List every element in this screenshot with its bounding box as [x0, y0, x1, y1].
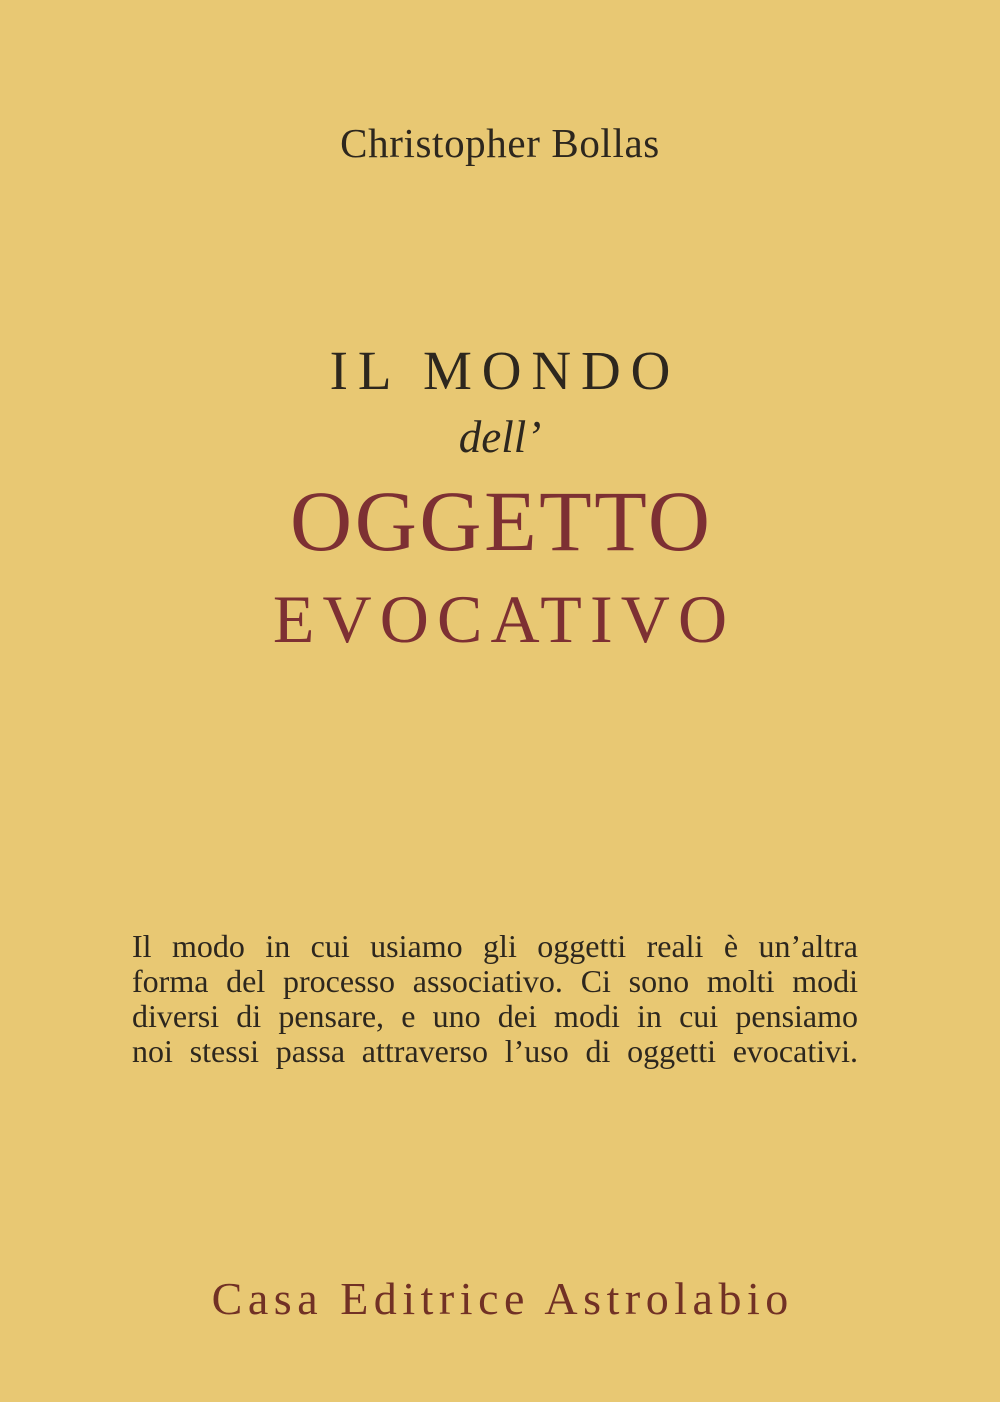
- blurb-line: diversi di pensare, e uno dei modi in cui pensiamo: [132, 998, 858, 1034]
- title-line-dell: dell’: [458, 412, 542, 462]
- title-line-il-mondo: IL MONDO: [329, 340, 681, 401]
- blurb-line: Il modo in cui usiamo gli oggetti reali è un’altra: [132, 928, 858, 964]
- title-line-evocativo: EVOCATIVO: [272, 581, 736, 657]
- publisher-name: Casa Editrice Astrolabio: [211, 1273, 794, 1324]
- blurb-line: forma del processo associativo. Ci sono molti modi: [132, 963, 858, 999]
- author-name: Christopher Bollas: [340, 120, 660, 166]
- title-line-oggetto: OGGETTO: [290, 473, 713, 569]
- back-cover-blurb: [132, 929, 858, 1069]
- blurb-line: noi stessi passa attraverso l’uso di oggetti evocativi.: [132, 1033, 858, 1069]
